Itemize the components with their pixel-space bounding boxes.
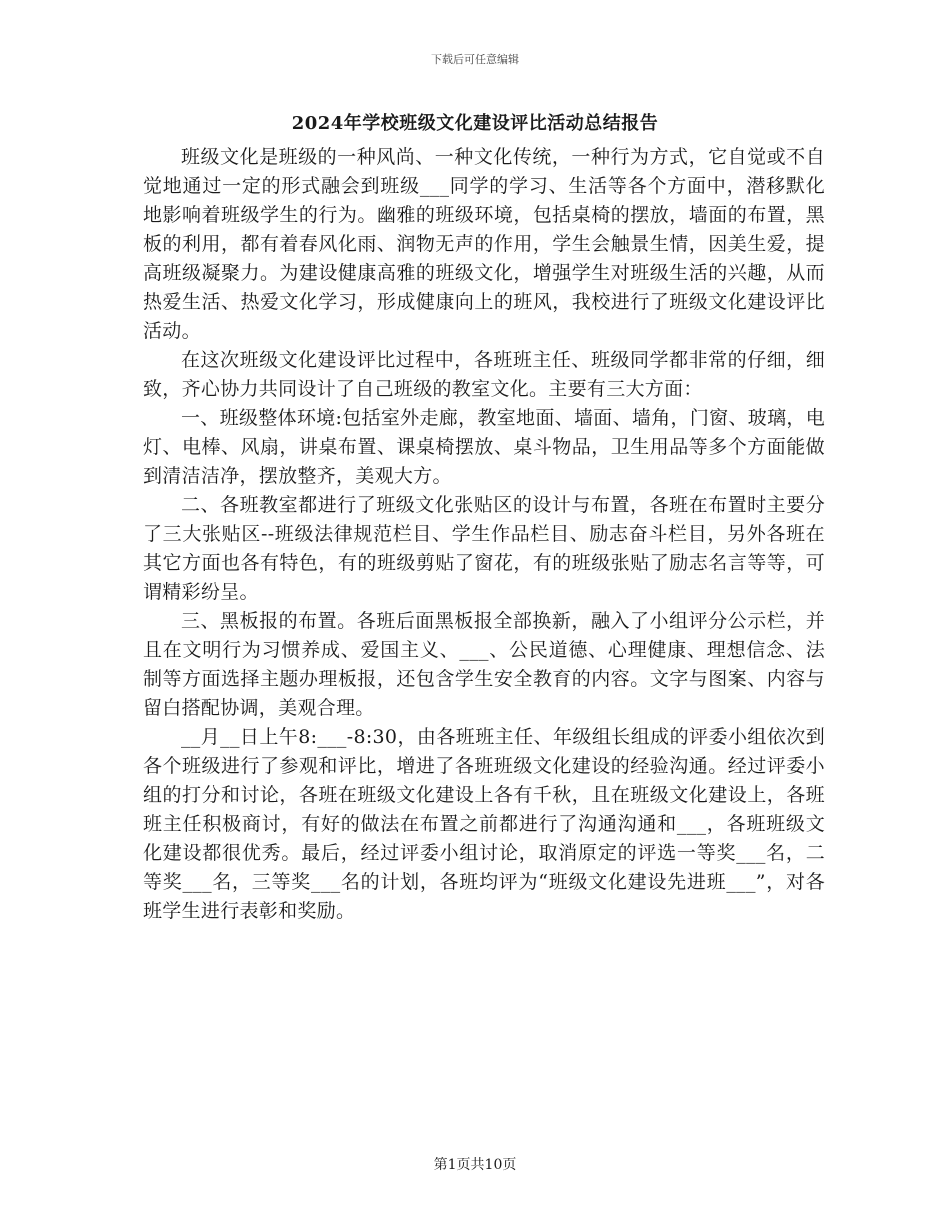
paragraph-intro: 班级文化是班级的一种风尚、一种文化传统，一种行为方式，它自觉或不自觉地通过一定的形式融会到班级___同学的学习、生活等各个方面中，潜移默化地影响着班级学生的行为。幽雅的班级环境，包括桌椅的摆放，墙面的布置，黑板的利用，都有着春风化雨、润物无声的作用，学生会触景生情，因美生爱，提高班级凝聚力。为建设健康高雅的班级文化，增强学生对班级生活的兴趣，从而热爱生活、热爱文化学习，形成健康向上的班风，我校进行了班级文化建设评比活动。: [143, 146, 825, 342]
document-title: 2024年学校班级文化建设评比活动总结报告: [291, 113, 659, 134]
header-note: 下载后可任意编辑: [431, 53, 519, 66]
page-indicator: 第1页共10页: [433, 1157, 517, 1173]
document-body: [143, 143, 825, 926]
paragraph-process: 在这次班级文化建设评比过程中，各班班主任、班级同学都非常的仔细，细致，齐心协力共同设计了自己班级的教室文化。主要有三大方面：: [143, 349, 825, 400]
paragraph-evaluation: __月__日上午8:___-8:30，由各班班主任、年级组长组成的评委小组依次到各个班级进行了参观和评比，增进了各班班级文化建设的经验沟通。经过评委小组的打分和讨论，各班在班级文化建设上各有千秋，且在班级文化建设上，各班班主任积极商讨，有好的做法在布置之前都进行了沟通沟通和___，各班班级文化建设都很优秀。最后，经过评委小组讨论，取消原定的评选一等奖___名，二等奖___名，三等奖___名的计划，各班均评为“班级文化建设先进班___”，对各班学生进行表彰和奖励。: [143, 726, 825, 922]
paragraph-posting-area: 二、各班教室都进行了班级文化张贴区的设计与布置，各班在布置时主要分了三大张贴区--班级法律规范栏目、学生作品栏目、励志奋斗栏目，另外各班在其它方面也各有特色，有的班级剪贴了窗花，有的班级张贴了励志名言等等，可谓精彩纷呈。: [143, 494, 825, 603]
paragraph-environment: 一、班级整体环境:包括室外走廊，教室地面、墙面、墙角，门窗、玻璃，电灯、电棒、风扇，讲桌布置、课桌椅摆放、桌斗物品，卫生用品等多个方面能做到清洁洁净，摆放整齐，美观大方。: [143, 407, 825, 487]
paragraph-blackboard: 三、黑板报的布置。各班后面黑板报全部换新，融入了小组评分公示栏，并且在文明行为习惯养成、爱国主义、___、公民道德、心理健康、理想信念、法制等方面选择主题办理板报，还包含学生安全教育的内容。文字与图案、内容与留白搭配协调，美观合理。: [143, 610, 825, 719]
